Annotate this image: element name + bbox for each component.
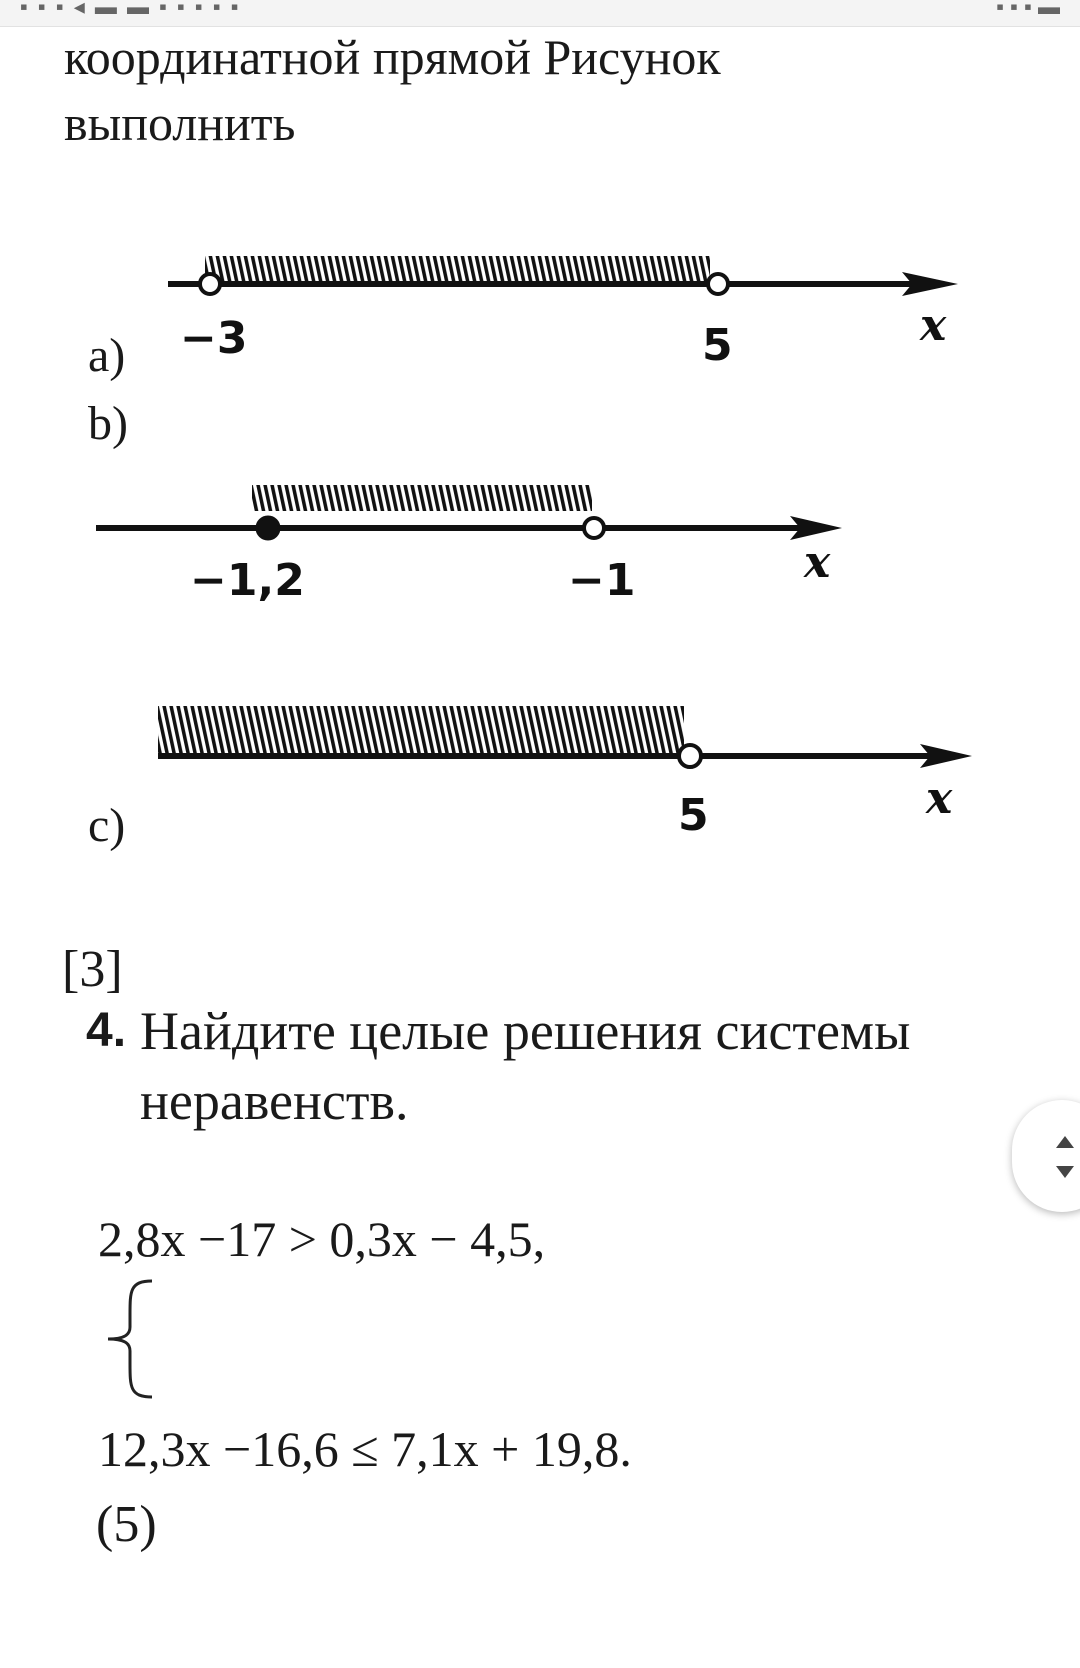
tick-label-left: −3 — [180, 313, 248, 364]
status-bar-left-fragment: ▪ ▪ ▪ ◂ ▬ ▬ ▪ ▪ ▪ ▪ ▪ — [20, 0, 241, 19]
item-label-a: a) — [88, 329, 126, 382]
task-text-line-2: неравенств. — [140, 1071, 409, 1131]
open-point-right — [584, 518, 604, 538]
up-down-arrows-icon — [1054, 1134, 1076, 1180]
filled-point-left — [257, 517, 279, 539]
tick-label-right: −1 — [568, 555, 636, 606]
tick-label-left: −1,2 — [190, 555, 305, 606]
status-bar-right-fragment: ▪ ▪ ▪ ▬ — [996, 0, 1060, 19]
task-text-line-1: Найдите целые решения системы — [140, 1001, 911, 1061]
inequality-2: 12,3x −16,6 ≤ 7,1x + 19,8. — [98, 1421, 632, 1477]
shaded-region — [252, 485, 592, 511]
heading-line-1: координатной прямой Рисунок — [64, 29, 721, 85]
marks-label-2: (5) — [96, 1496, 157, 1553]
item-label-b: b) — [88, 397, 128, 450]
shaded-region — [205, 256, 710, 282]
inequality-1: 2,8x −17 > 0,3x − 4,5, — [98, 1211, 546, 1267]
axis-variable-label: x — [804, 537, 831, 588]
open-point-right — [708, 274, 728, 294]
shaded-region — [158, 706, 684, 756]
axis-variable-label: x — [920, 300, 947, 351]
open-point-right — [679, 745, 701, 767]
scroll-handle[interactable] — [1012, 1100, 1080, 1212]
number-line-c — [0, 700, 1080, 850]
marks-label-1: [3] — [62, 941, 123, 998]
number-line-a — [0, 230, 1080, 380]
number-line-b — [0, 465, 1080, 615]
axis-variable-label: x — [926, 773, 953, 824]
tick-label-right: 5 — [702, 320, 733, 371]
tick-label-right: 5 — [678, 790, 709, 841]
system-brace-icon — [100, 1275, 160, 1403]
heading-line-2: выполнить — [64, 95, 296, 151]
task-number: 4. — [86, 1004, 127, 1057]
item-label-c: c) — [88, 799, 126, 852]
open-point-left — [200, 274, 220, 294]
